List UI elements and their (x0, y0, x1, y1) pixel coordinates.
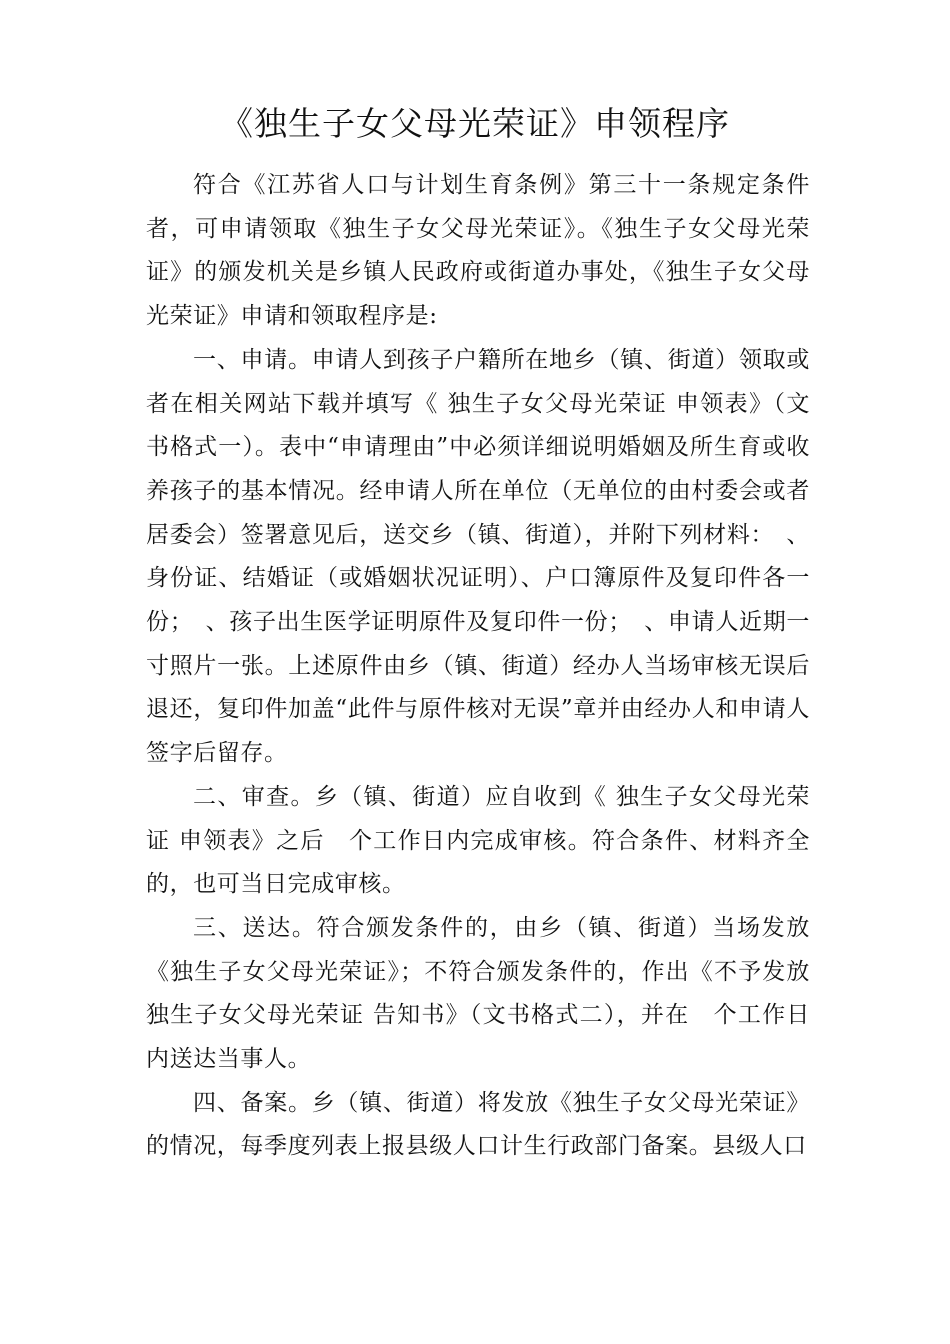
document-body (146, 164, 810, 1169)
paragraph-intro: 符合《江苏省人口与计划生育条例》第三十一条规定条件者，可申请领取《独生子女父母光荣证》。《独生子女父母光荣证》的颁发机关是乡镇人民政府或街道办事处，《独生子女父母光荣证》申请和领取程序是: (146, 172, 810, 330)
document-title: 《独生子女父母光荣证》申领程序 (220, 104, 730, 143)
paragraph-application: 一、申请。申请人到孩子户籍所在地乡（镇、街道）领取或者在相关网站下载并填写《 独生子女父母光荣证 申领表》（文书格式一）。表中“申请理由”中必须详细说明婚姻及所生育或收养孩子的基本情况。经申请人所在单位（无单位的由村委会或者居委会）签署意见后，送交乡（镇、街道），并附下列材料： 、身份证、结婚证（或婚姻状况证明）、户口簿原件及复印件各一份； 、孩子出生医学证明原件及复印件一份； 、申请人近期一寸照片一张。上述原件由乡（镇、街道）经办人当场审核无误后退还，复印件加盖“此件与原件核对无误”章并由经办人和申请人签字后留存。 (146, 346, 810, 767)
paragraph-review: 二、审查。乡（镇、街道）应自收到《 独生子女父母光荣证 申领表》之后 个工作日内完成审核。符合条件、材料齐全的，也可当日完成审核。 (146, 783, 810, 898)
paragraph-delivery: 三、送达。符合颁发条件的，由乡（镇、街道）当场发放《独生子女父母光荣证》；不符合颁发条件的，作出《不予发放 独生子女父母光荣证 告知书》（文书格式二），并在 个工作日内送达当事人。 (146, 914, 810, 1073)
paragraph-filing: 四、备案。乡（镇、街道）将发放《独生子女父母光荣证》的情况，每季度列表上报县级人口计生行政部门备案。县级人口 (146, 1089, 810, 1160)
